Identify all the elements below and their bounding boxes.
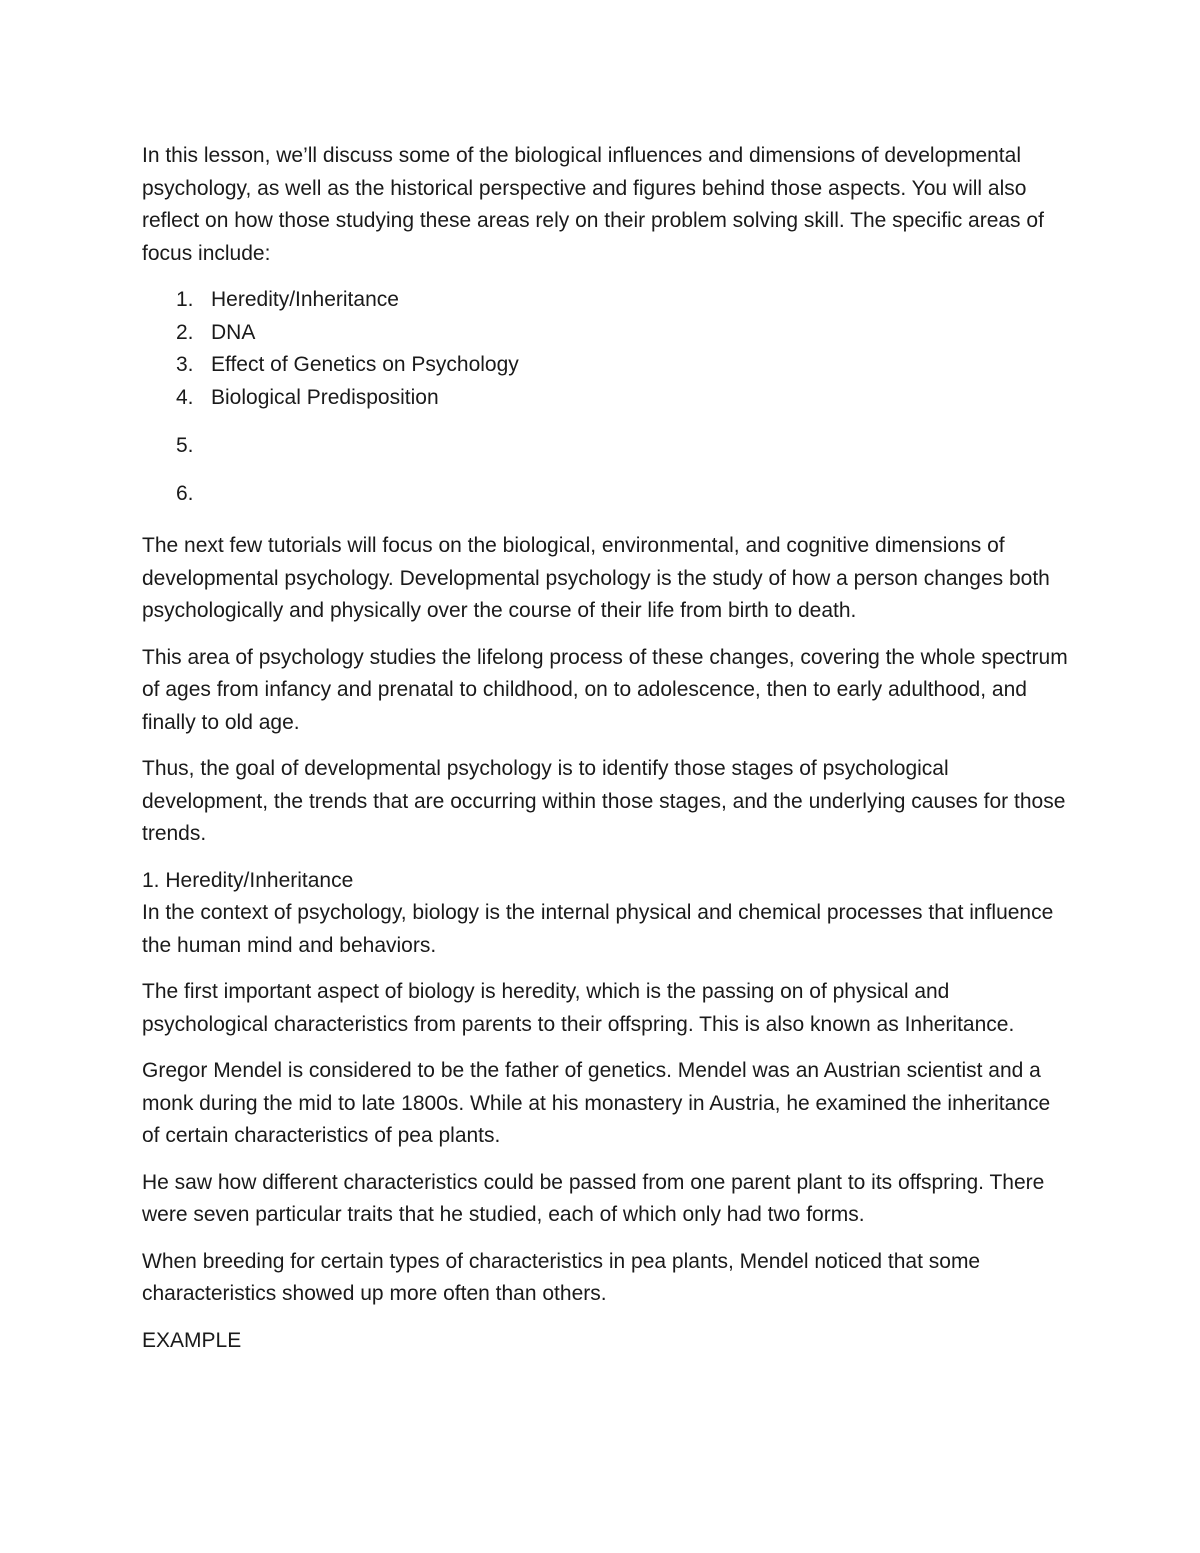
list-spacer <box>142 510 1072 530</box>
body-paragraph: The next few tutorials will focus on the biological, environmental, and cognitive dimensions of developmental psychology. Developmental psychology is the study of how a person changes both psychologically and physically over the course of their life from birth to death. <box>142 534 1050 622</box>
section-heading: 1. Heredity/Inheritance <box>142 868 354 892</box>
list-item <box>142 349 1072 382</box>
list-number: 4. <box>176 385 194 409</box>
document-page <box>142 140 1072 1371</box>
list-item <box>142 317 1072 350</box>
list-text: DNA <box>211 320 256 344</box>
list-number: 5. <box>176 433 194 457</box>
list-item <box>142 284 1072 317</box>
body-paragraph: The first important aspect of biology is heredity, which is the passing on of physical and psychological characteristics from parents to their offspring. This is also known as Inheritance. <box>142 980 1015 1036</box>
section-intro-paragraph: In the context of psychology, biology is the internal physical and chemical processes that influence the human mind and behaviors. <box>142 901 1054 957</box>
list-item <box>142 462 1072 510</box>
body-paragraph: He saw how different characteristics could be passed from one parent plant to its offspring. There were seven particular traits that he studied, each of which only had two forms. <box>142 1170 1045 1226</box>
list-text: Effect of Genetics on Psychology <box>211 353 519 376</box>
list-number: 1. <box>176 288 194 311</box>
focus-list <box>142 284 1072 510</box>
list-number: 6. <box>176 481 194 505</box>
list-text: Biological Predisposition <box>211 385 439 409</box>
body-paragraph: Thus, the goal of developmental psychology is to identify those stages of psychological development, the trends that are occurring within those stages, and the underlying causes for those trends. <box>142 757 1066 845</box>
body-paragraph: When breeding for certain types of characteristics in pea plants, Mendel noticed that some characteristics showed up more often than others. <box>142 1249 981 1305</box>
intro-paragraph: In this lesson, we’ll discuss some of the biological influences and dimensions of developmental psychology, as well as the historical perspective and figures behind those aspects. You will also reflect on how those studying these areas rely on their problem solving skill. The specific areas of focus include: <box>142 144 1044 265</box>
example-label: EXAMPLE <box>142 1328 242 1352</box>
list-item <box>142 414 1072 462</box>
list-number: 3. <box>176 353 194 376</box>
body-paragraph: Gregor Mendel is considered to be the father of genetics. Mendel was an Austrian scientist and a monk during the mid to late 1800s. While at his monastery in Austria, he examined the inheritance of certain characteristics of pea plants. <box>142 1059 1051 1147</box>
list-number: 2. <box>176 320 194 344</box>
body-paragraph: This area of psychology studies the lifelong process of these changes, covering the whole spectrum of ages from infancy and prenatal to childhood, on to adolescence, then to early adulthood, and finally to old age. <box>142 645 1068 734</box>
list-item <box>142 382 1072 415</box>
list-text: Heredity/Inheritance <box>211 288 399 311</box>
